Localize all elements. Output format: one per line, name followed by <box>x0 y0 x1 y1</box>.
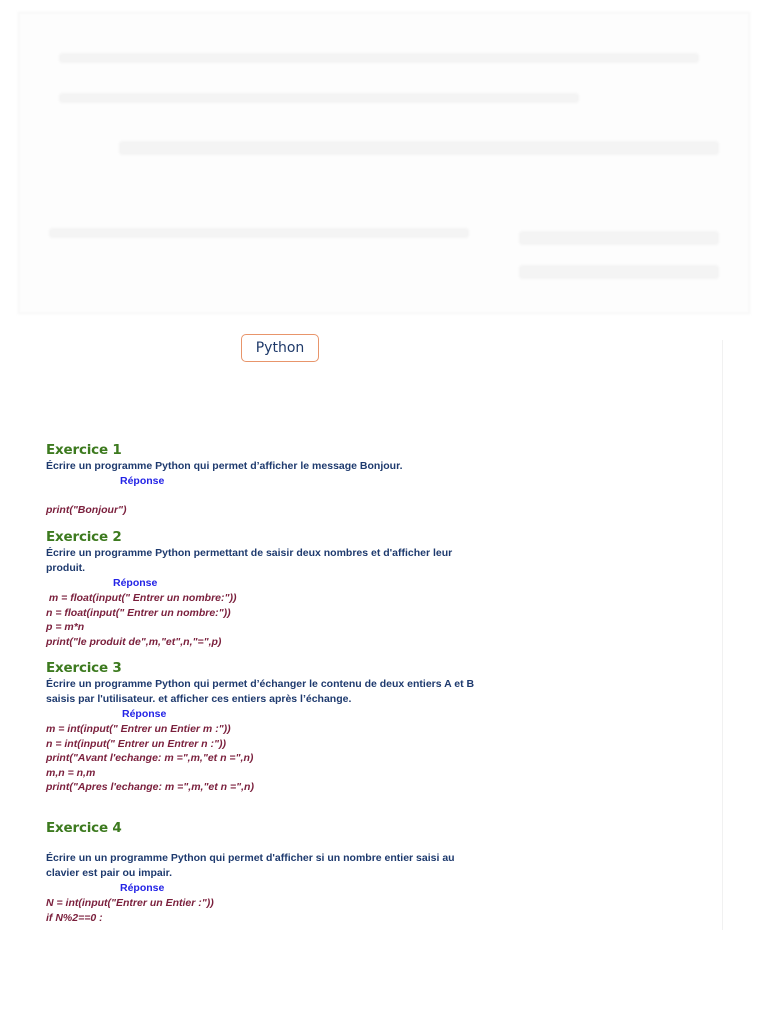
code-line: m = int(input(" Entrer un Entier m :")) <box>46 723 231 735</box>
code-line: m,n = n,m <box>46 766 96 779</box>
code-line: print("le produit de",m,"et",n,"=",p) <box>46 635 222 648</box>
exercise-title: Exercice 3 <box>46 660 122 676</box>
code-line: n = float(input(" Entrer un nombre:")) <box>46 606 231 619</box>
exercise-question: produit. <box>46 562 86 574</box>
faded-line <box>119 141 719 155</box>
exercise-4 <box>46 820 455 925</box>
code-line: if N%2==0 : <box>46 911 103 924</box>
reponse-label: Réponse <box>122 708 167 720</box>
exercise-question: Écrire un programme Python qui permet d’échanger le contenu de deux entiers A et B <box>46 678 475 690</box>
faded-line <box>519 265 719 279</box>
exercise-question: Écrire un programme Python permettant de saisir deux nombres et d'afficher leur <box>46 547 453 559</box>
faded-sidebar <box>590 340 723 930</box>
faded-line <box>519 231 719 245</box>
exercise-2 <box>46 529 452 649</box>
code-line: N = int(input("Entrer un Entier :")) <box>46 897 214 909</box>
faded-line <box>59 93 579 103</box>
reponse-label: Réponse <box>120 882 165 894</box>
exercise-question: clavier est pair ou impair. <box>46 867 173 879</box>
exercise-title: Exercice 1 <box>46 442 122 458</box>
code-line: print("Bonjour") <box>46 504 127 516</box>
exercise-question: Écrire un programme Python qui permet d’afficher le message Bonjour. <box>46 460 403 472</box>
code-line: print("Apres l'echange: m =",m,"et n =",n) <box>46 781 254 794</box>
code-line: n = int(input(" Entrer un Entrer n :")) <box>46 737 226 750</box>
exercise-3 <box>46 660 474 795</box>
code-line: print("Avant l'echange: m =",m,"et n =",n) <box>46 752 254 765</box>
exercise-question: Écrire un un programme Python qui permet d'afficher si un nombre entier saisi au <box>46 852 455 864</box>
exercise-title: Exercice 4 <box>46 820 122 836</box>
exercise-title: Exercice 2 <box>46 529 122 545</box>
reponse-label: Réponse <box>113 577 158 589</box>
code-line: p = m*n <box>46 621 85 634</box>
faded-header-background <box>18 12 750 314</box>
code-line: m = float(input(" Entrer un nombre:")) <box>46 592 237 604</box>
faded-line <box>59 53 699 63</box>
exercise-1 <box>46 442 403 518</box>
reponse-label: Réponse <box>120 475 165 487</box>
exercise-question: saisis par l'utilisateur. et afficher ces entiers après l’échange. <box>46 693 352 705</box>
python-badge: Python <box>241 334 319 362</box>
faded-line <box>49 228 469 238</box>
